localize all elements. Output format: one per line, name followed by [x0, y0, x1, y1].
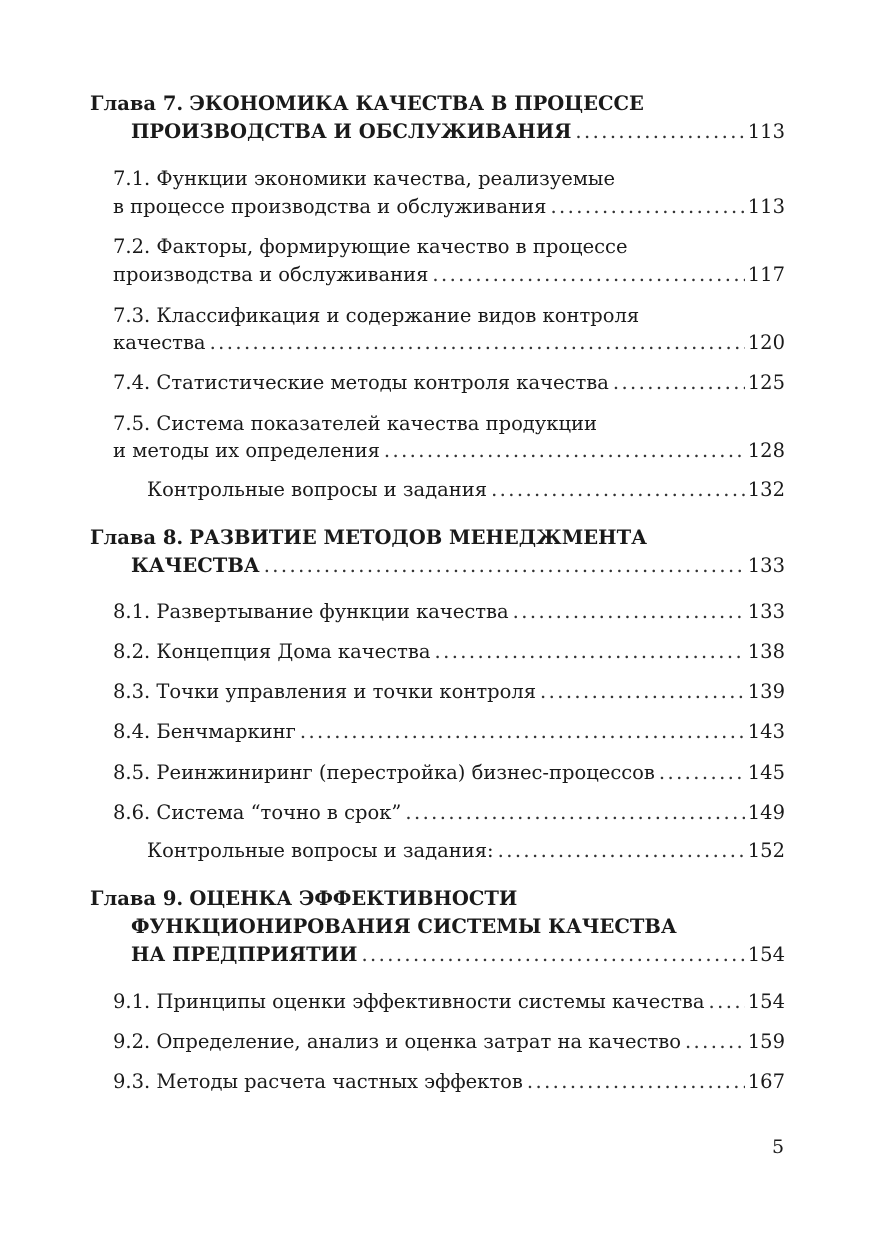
entry-page: 128	[747, 439, 785, 462]
entry-page: 149	[747, 801, 785, 824]
toc-entry-7-questions	[147, 476, 785, 504]
chapter-9-heading-cont2	[131, 941, 785, 969]
toc-entry-7-1-line1	[113, 165, 785, 193]
entry-page: 125	[747, 371, 785, 394]
page-number: 5	[772, 1136, 785, 1158]
leader-dots	[264, 552, 745, 580]
entry-page: 139	[747, 680, 785, 703]
toc-entry-7-5-line2	[113, 437, 785, 465]
chapter-8-title-line1: РАЗВИТИЕ МЕТОДОВ МЕНЕДЖМЕНТА	[189, 526, 647, 549]
leader-dots	[527, 1068, 745, 1096]
toc-entry-8-1	[113, 598, 785, 626]
entry-page: 117	[747, 263, 785, 286]
toc-entry-9-1	[113, 988, 785, 1016]
entry-page: 132	[747, 478, 785, 501]
entry-text: 7.4. Статистические методы контроля качества	[113, 371, 609, 394]
entry-page: 159	[747, 1030, 785, 1053]
toc-entry-8-3	[113, 678, 785, 706]
toc-entry-7-2-line1	[113, 233, 785, 261]
chapter-8-title-line2: КАЧЕСТВА	[131, 554, 260, 577]
leader-dots	[384, 437, 745, 465]
leader-dots	[709, 988, 745, 1016]
entry-page: 154	[747, 990, 785, 1013]
entry-text: 7.5. Система показателей качества продукции	[113, 412, 598, 435]
toc-entry-8-questions	[147, 837, 785, 865]
chapter-8-heading-cont	[131, 552, 785, 580]
chapter-8-page: 133	[747, 554, 785, 577]
leader-dots	[300, 718, 745, 746]
chapter-7-title-line2: ПРОИЗВОДСТВА И ОБСЛУЖИВАНИЯ	[131, 120, 572, 143]
chapter-9-title-line2: ФУНКЦИОНИРОВАНИЯ СИСТЕМЫ КАЧЕСТВА	[131, 915, 677, 938]
leader-dots	[498, 837, 745, 865]
toc-entry-8-5	[113, 759, 785, 787]
leader-dots	[575, 118, 744, 146]
chapter-7-label: Глава 7.	[90, 92, 184, 115]
entry-page: 152	[747, 839, 785, 862]
entry-text: 8.5. Реинжиниринг (перестройка) бизнес-процессов	[113, 761, 655, 784]
entry-text: 9.3. Методы расчета частных эффектов	[113, 1070, 523, 1093]
chapter-7-page: 113	[747, 120, 785, 143]
entry-text: в процессе производства и обслуживания	[113, 195, 547, 218]
toc-entry-7-4	[113, 369, 785, 397]
leader-dots	[540, 678, 745, 706]
entry-page: 138	[747, 640, 785, 663]
toc-entry-9-2	[113, 1028, 785, 1056]
toc-entry-7-2-line2	[113, 261, 785, 289]
entry-text: и методы их определения	[113, 439, 380, 462]
chapter-9-heading	[90, 885, 785, 913]
entry-page: 145	[747, 761, 785, 784]
toc-entry-7-5-line1	[113, 410, 785, 438]
entry-text: 8.2. Концепция Дома качества	[113, 640, 431, 663]
leader-dots	[513, 598, 745, 626]
entry-page: 143	[747, 720, 785, 743]
toc-entry-7-1-line2	[113, 193, 785, 221]
leader-dots	[491, 476, 745, 504]
chapter-7-heading	[90, 90, 785, 118]
chapter-7-title-line1: ЭКОНОМИКА КАЧЕСТВА В ПРОЦЕССЕ	[189, 92, 644, 115]
chapter-9-label: Глава 9.	[90, 887, 184, 910]
toc-entry-8-4	[113, 718, 785, 746]
entry-text: 8.4. Бенчмаркинг	[113, 720, 296, 743]
entry-page: 133	[747, 600, 785, 623]
chapter-9-title-line1: ОЦЕНКА ЭФФЕКТИВНОСТИ	[189, 887, 518, 910]
leader-dots	[361, 941, 744, 969]
leader-dots	[613, 369, 745, 397]
leader-dots	[210, 329, 745, 357]
toc-entry-9-3	[113, 1068, 785, 1096]
leader-dots	[550, 193, 744, 221]
leader-dots	[435, 638, 745, 666]
toc-entry-7-3-line1	[113, 302, 785, 330]
entry-text: 8.1. Развертывание функции качества	[113, 600, 509, 623]
entry-text: 7.2. Факторы, формирующие качество в процессе	[113, 235, 628, 258]
chapter-9-heading-cont	[131, 913, 785, 941]
entry-text: 7.1. Функции экономики качества, реализуемые	[113, 167, 615, 190]
entry-text: 8.3. Точки управления и точки контроля	[113, 680, 537, 703]
entry-text: Контрольные вопросы и задания:	[147, 839, 494, 862]
entry-text: 7.3. Классификация и содержание видов контроля	[113, 304, 640, 327]
leader-dots	[685, 1028, 745, 1056]
chapter-8-label: Глава 8.	[90, 526, 184, 549]
entry-text: производства и обслуживания	[113, 263, 429, 286]
chapter-9-title-line3: НА ПРЕДПРИЯТИИ	[131, 943, 358, 966]
entry-text: Контрольные вопросы и задания	[147, 478, 488, 501]
entry-page: 120	[747, 331, 785, 354]
chapter-8-heading	[90, 524, 785, 552]
entry-text: 8.6. Система “точно в срок”	[113, 801, 402, 824]
entry-page: 113	[747, 195, 785, 218]
entry-text: 9.1. Принципы оценки эффективности системы качества	[113, 990, 705, 1013]
leader-dots	[432, 261, 744, 289]
leader-dots	[659, 759, 745, 787]
toc-entry-8-6	[113, 799, 785, 827]
toc-entry-7-3-line2	[113, 329, 785, 357]
entry-text: качества	[113, 331, 206, 354]
entry-text: 9.2. Определение, анализ и оценка затрат на качество	[113, 1030, 681, 1053]
chapter-9-page: 154	[747, 943, 785, 966]
entry-page: 167	[747, 1070, 785, 1093]
leader-dots	[405, 799, 744, 827]
toc-entry-8-2	[113, 638, 785, 666]
chapter-7-heading-cont	[131, 118, 785, 146]
